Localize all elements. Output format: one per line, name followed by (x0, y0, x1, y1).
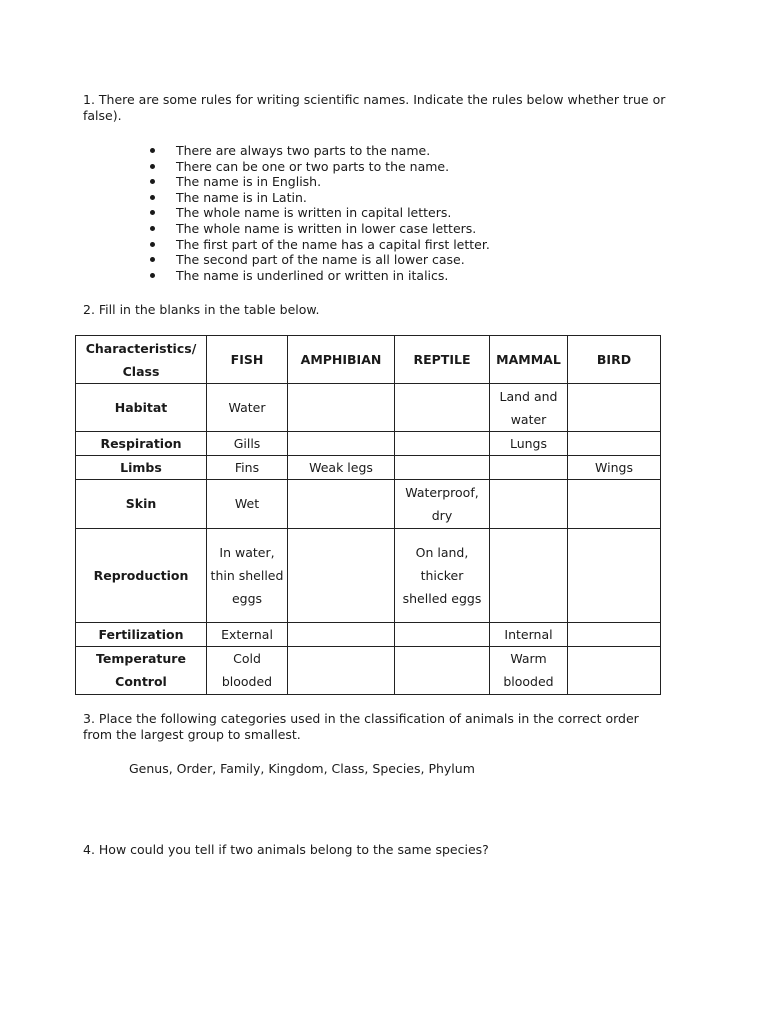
table-header-cell: REPTILE (395, 336, 490, 384)
list-item: The whole name is written in lower case letters. (150, 221, 490, 237)
bullet-icon (150, 273, 155, 278)
table-cell (288, 480, 395, 528)
table-cell (395, 384, 490, 432)
bullet-icon (150, 179, 155, 184)
table-cell (288, 646, 395, 694)
table-row (76, 528, 661, 622)
table-cell (568, 432, 661, 456)
table-cell (395, 432, 490, 456)
list-item: The second part of the name is all lower case. (150, 252, 490, 268)
table-cell: Cold blooded (207, 646, 288, 694)
table-cell: Land and water (490, 384, 568, 432)
rules-list (150, 143, 490, 283)
table-row (76, 480, 661, 528)
row-header-cell: Limbs (76, 456, 207, 480)
row-header-cell: Temperature Control (76, 646, 207, 694)
table-cell: Gills (207, 432, 288, 456)
table-cell (568, 528, 661, 622)
question-3: 3. Place the following categories used in the classification of animals in the correct order from the largest group to smallest. (83, 711, 639, 742)
table-cell (490, 456, 568, 480)
table-cell: Lungs (490, 432, 568, 456)
table-cell (568, 622, 661, 646)
bullet-icon (150, 195, 155, 200)
table-header-cell: MAMMAL (490, 336, 568, 384)
bullet-icon (150, 257, 155, 262)
table-cell (568, 646, 661, 694)
question-4: 4. How could you tell if two animals belong to the same species? (83, 842, 489, 857)
bullet-icon (150, 226, 155, 231)
table-cell: Weak legs (288, 456, 395, 480)
table-cell: Fins (207, 456, 288, 480)
table-cell: Internal (490, 622, 568, 646)
table-cell (490, 528, 568, 622)
classification-table (75, 335, 661, 695)
list-item: The name is underlined or written in italics. (150, 268, 490, 284)
table-cell (395, 622, 490, 646)
list-item: There can be one or two parts to the name. (150, 159, 490, 175)
bullet-icon (150, 242, 155, 247)
table-cell: Wet (207, 480, 288, 528)
table-cell (395, 456, 490, 480)
table-header-cell: FISH (207, 336, 288, 384)
list-item: There are always two parts to the name. (150, 143, 490, 159)
bullet-icon (150, 210, 155, 215)
table-cell (288, 622, 395, 646)
table-cell: Warm blooded (490, 646, 568, 694)
table-header-cell: AMPHIBIAN (288, 336, 395, 384)
table-cell (395, 646, 490, 694)
row-header-cell: Skin (76, 480, 207, 528)
question-1: 1. There are some rules for writing scientific names. Indicate the rules below whether true or false). (83, 92, 666, 123)
table-row (76, 456, 661, 480)
categories-list: Genus, Order, Family, Kingdom, Class, Species, Phylum (129, 761, 475, 776)
table-cell (288, 384, 395, 432)
table-cell: Wings (568, 456, 661, 480)
table-cell (568, 384, 661, 432)
list-item: The name is in English. (150, 174, 490, 190)
table-cell (288, 432, 395, 456)
table-cell: In water, thin shelled eggs (207, 528, 288, 622)
table-cell: On land, thicker shelled eggs (395, 528, 490, 622)
table-cell: Water (207, 384, 288, 432)
list-item: The name is in Latin. (150, 190, 490, 206)
table-cell (568, 480, 661, 528)
row-header-cell: Respiration (76, 432, 207, 456)
table-header-cell: Characteristics/ Class (76, 336, 207, 384)
table-header-cell: BIRD (568, 336, 661, 384)
list-item: The whole name is written in capital letters. (150, 205, 490, 221)
table-cell: Waterproof, dry (395, 480, 490, 528)
table-row (76, 432, 661, 456)
bullet-icon (150, 148, 155, 153)
row-header-cell: Fertilization (76, 622, 207, 646)
table-row (76, 384, 661, 432)
list-item: The first part of the name has a capital first letter. (150, 237, 490, 253)
table-cell: External (207, 622, 288, 646)
question-2: 2. Fill in the blanks in the table below. (83, 302, 320, 317)
row-header-cell: Habitat (76, 384, 207, 432)
table-cell (288, 528, 395, 622)
table-row (76, 646, 661, 694)
row-header-cell: Reproduction (76, 528, 207, 622)
table-header-row (76, 336, 661, 384)
table-cell (490, 480, 568, 528)
table-row (76, 622, 661, 646)
bullet-icon (150, 164, 155, 169)
